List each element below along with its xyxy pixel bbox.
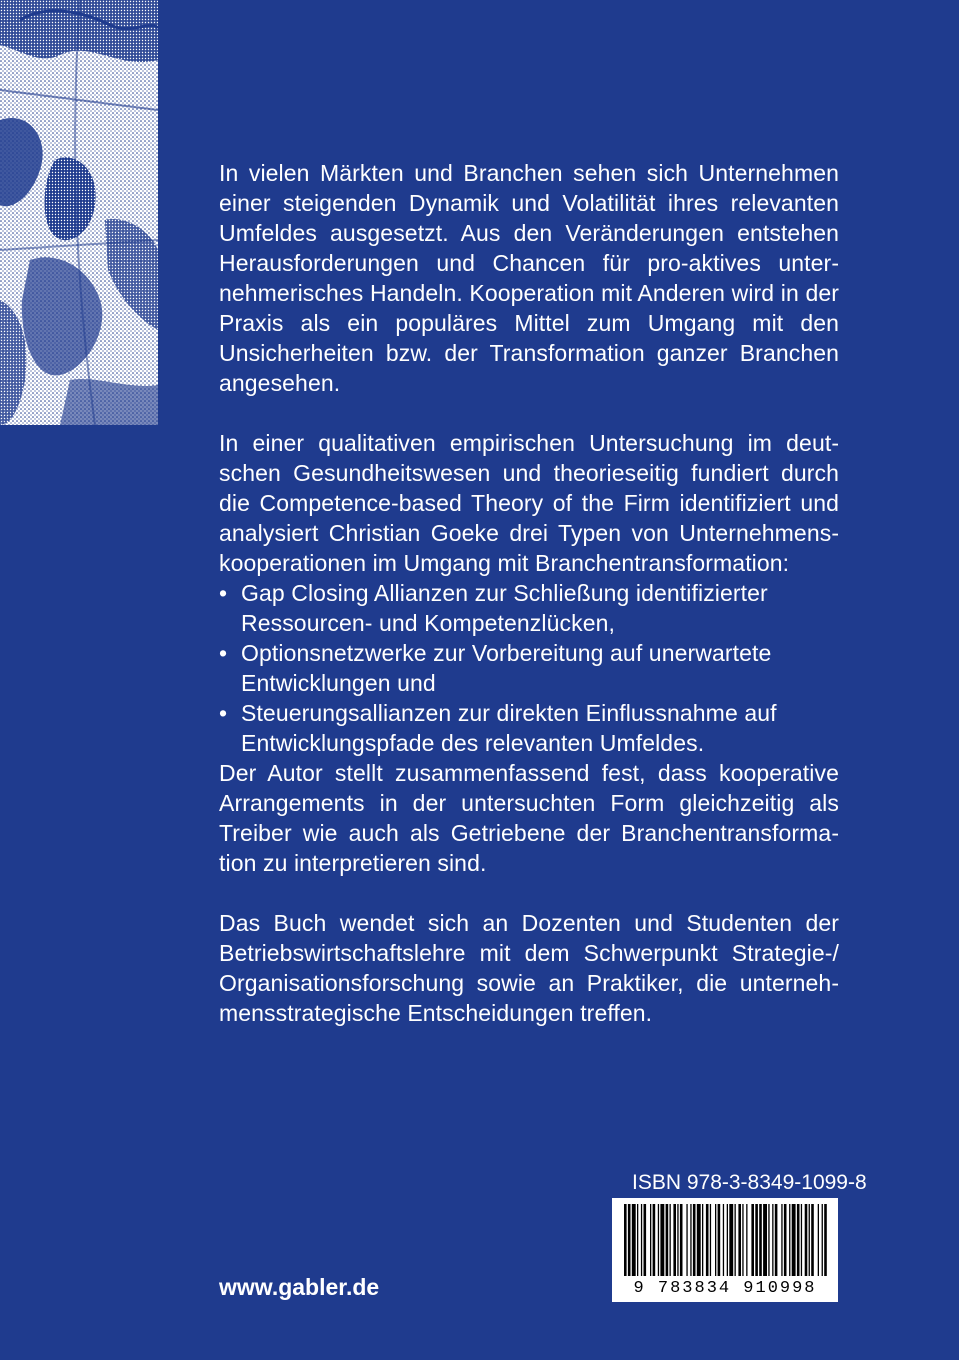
blurb-paragraph-1: In vielen Märkten und Branchen sehen sich Unternehmen einer steigenden Dynamik und Volatilität ihres relevanten Umfeldes ausgesetzt. Aus den Veränderungen entstehen Herausforderungen und Chancen für pro-aktives unternehmerisches Handeln. Kooperation mit Anderen wird in der Praxis als ein populäres Mittel zum Umgang mit den Unsicherheiten bzw. der Transformation ganzer Branchen angesehen. [219, 160, 839, 396]
barcode-bar [666, 1204, 669, 1276]
barcode-bar [693, 1204, 696, 1276]
barcode-bar [641, 1204, 642, 1276]
barcode-bar [650, 1204, 651, 1276]
barcode-bar [718, 1204, 721, 1276]
barcode-bar [624, 1204, 627, 1276]
barcode-bar [715, 1204, 716, 1276]
barcode-bar [710, 1204, 711, 1276]
barcode-bar [735, 1204, 736, 1276]
barcode-bar [628, 1204, 631, 1276]
barcode-bar [690, 1204, 691, 1276]
barcode-bar [702, 1204, 703, 1276]
barcode-bar [644, 1204, 647, 1276]
blurb-paragraph-3: Der Autor stellt zusammenfassend fest, dass kooperative Arrangements in der untersuchten Form gleichzeitig als Treiber wie auch als Getriebene der Branchentransformation zu interpretieren sind. [219, 760, 839, 876]
blurb-paragraph-4: Das Buch wendet sich an Dozenten und Studenten der Betriebswirtschaftslehre mit dem Schwerpunkt Strategie-/ Organisationsforschung sowie an Praktiker, die unternehmensstrategische Entscheidungen treffen. [219, 910, 839, 1026]
barcode-bar [781, 1204, 782, 1276]
barcode-bar [686, 1204, 687, 1276]
barcode-bar [660, 1204, 664, 1276]
barcode-bar [632, 1204, 636, 1276]
barcode-digits: 9 783834 910998 [633, 1279, 817, 1298]
barcode-bar [706, 1204, 709, 1276]
barcode-bar [751, 1204, 754, 1276]
barcode-bar [772, 1204, 773, 1276]
barcode-bar [775, 1204, 778, 1276]
isbn: ISBN 978-3-8349-1099-8 [632, 1171, 867, 1194]
barcode-bar [637, 1204, 638, 1276]
barcode-bar [811, 1204, 814, 1276]
barcode-bar [768, 1204, 769, 1276]
list-item: • Optionsnetzwerke zur Vorbereitung auf unerwartete Entwicklungen und [219, 638, 839, 698]
barcode-bar [680, 1204, 683, 1276]
barcode-bar [673, 1204, 676, 1276]
barcode-bar [742, 1204, 743, 1276]
barcode-bar [805, 1204, 808, 1276]
list-item: • Gap Closing Allianzen zur Schließung identifizierter Ressourcen- und Kompetenzlücken, [219, 578, 839, 638]
barcode-bar [653, 1204, 656, 1276]
globe-image [0, 0, 158, 425]
barcode-bar [697, 1204, 701, 1276]
barcode-bar [746, 1204, 747, 1276]
barcode-bar [755, 1204, 758, 1276]
barcode-bar [763, 1204, 767, 1276]
barcode-bar [822, 1204, 823, 1276]
barcode-bars [612, 1198, 838, 1278]
barcode-bar [801, 1204, 802, 1276]
list-item: • Steuerungsallianzen zur direkten Einflussnahme auf Entwicklungspfade des relevanten Umfeldes. [219, 698, 839, 758]
barcode-bar [727, 1204, 728, 1276]
publisher-website[interactable]: www.gabler.de [219, 1274, 380, 1300]
barcode-bar [789, 1204, 790, 1276]
barcode-bar [784, 1204, 787, 1276]
barcode [612, 1198, 838, 1302]
barcode-bar [738, 1204, 741, 1276]
barcode-bar [818, 1204, 819, 1276]
blurb-paragraph-2: In einer qualitativen empirischen Untersuchung im deutschen Gesundheitswesen und theorieseitig fundiert durch die Competence-based Theory of the Firm identifiziert und analysiert Christian Goeke drei Typen von Unternehmenskooperationen im Umgang mit Branchentransformation: [219, 430, 839, 576]
barcode-bar [723, 1204, 724, 1276]
barcode-bar [729, 1204, 733, 1276]
cooperation-types-list [219, 578, 839, 758]
barcode-bar [759, 1204, 762, 1276]
barcode-bar [670, 1204, 671, 1276]
barcode-bar [824, 1204, 827, 1276]
barcode-bar [809, 1204, 810, 1276]
barcode-bar [792, 1204, 796, 1276]
blurb [219, 158, 839, 1028]
barcode-bar [797, 1204, 800, 1276]
barcode-bar [658, 1204, 659, 1276]
barcode-bar [677, 1204, 678, 1276]
